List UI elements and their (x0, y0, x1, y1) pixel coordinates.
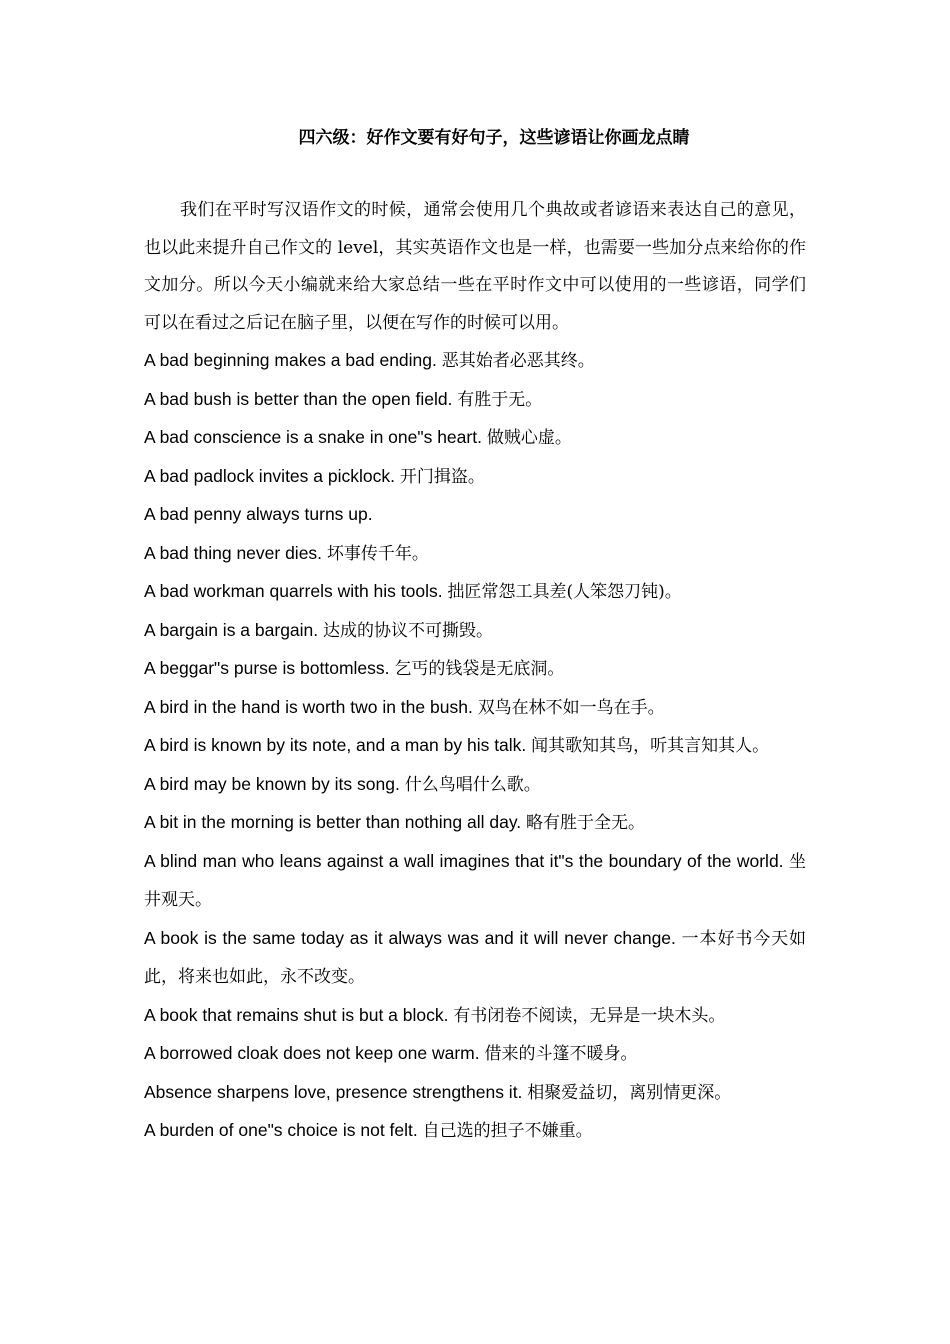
proverb-chinese: 恶其始者必恶其终。 (441, 351, 595, 371)
proverb-english: A bad beginning makes a bad ending. (144, 350, 437, 370)
document-title: 四六级：好作文要有好句子，这些谚语让你画龙点睛 (298, 128, 690, 148)
proverb-item (144, 496, 806, 535)
proverb-item (144, 381, 806, 420)
proverb-chinese: 闻其歌知其鸟，听其言知其人。 (531, 736, 770, 756)
proverb-english: A blind man who leans against a wall imagines that it"s the boundary of the world. (144, 850, 784, 871)
proverb-english: A bad bush is better than the open field. (144, 388, 453, 409)
proverb-english: A burden of one"s choice is not felt. (144, 1120, 418, 1140)
proverb-item (144, 689, 806, 728)
proverb-english: Absence sharpens love, presence strengthens it. (144, 1081, 523, 1102)
proverb-english: A bad thing never dies. (144, 542, 323, 563)
proverb-item (144, 1112, 806, 1151)
proverb-item (144, 804, 806, 843)
proverb-english: A bad penny always turns up. (144, 504, 373, 524)
proverb-chinese: 达成的协议不可撕毁。 (323, 620, 494, 641)
proverb-chinese: 自己选的担子不嫌重。 (422, 1121, 593, 1141)
proverb-item (144, 843, 806, 920)
proverb-item (144, 1074, 806, 1113)
proverb-chinese: 坏事传千年。 (326, 543, 429, 564)
proverb-item (144, 573, 806, 612)
proverb-item (144, 650, 806, 689)
proverb-chinese: 有书闭卷不阅读，无异是一块木头。 (453, 1005, 726, 1026)
proverb-chinese: 开门揖盗。 (399, 466, 485, 487)
proverb-item (144, 766, 806, 805)
proverb-english: A bit in the morning is better than nothing all day. (144, 812, 522, 832)
proverb-item (144, 920, 806, 997)
proverb-english: A beggar"s purse is bottomless. (144, 658, 390, 678)
proverb-item (144, 419, 806, 458)
proverb-english: A bad padlock invites a picklock. (144, 465, 395, 486)
proverb-english: A book that remains shut is but a block. (144, 1004, 449, 1025)
proverb-chinese: 乞丐的钱袋是无底洞。 (394, 659, 565, 679)
proverb-english: A bird in the hand is worth two in the bush. (144, 696, 473, 717)
proverb-item (144, 535, 806, 574)
proverb-chinese: 拙匠常怨工具差(人笨怨刀钝)。 (447, 582, 682, 602)
proverb-chinese: 相聚爱益切，离别情更深。 (527, 1082, 732, 1103)
proverb-list (144, 342, 806, 1151)
proverb-chinese: 双鸟在林不如一鸟在手。 (477, 697, 665, 718)
proverb-chinese: 坐井观天。 (144, 851, 806, 910)
proverb-english: A bird is known by its note, and a man by his talk. (144, 735, 527, 755)
proverb-english: A borrowed cloak does not keep one warm. (144, 1043, 480, 1063)
document-body (144, 192, 806, 1151)
proverb-english: A bargain is a bargain. (144, 619, 319, 640)
proverb-item (144, 727, 806, 766)
proverb-english: A bird may be known by its song. (144, 773, 400, 794)
proverb-chinese: 有胜于无。 (457, 389, 543, 410)
proverb-item (144, 997, 806, 1036)
proverb-chinese: 做贼心虚。 (486, 428, 572, 448)
proverb-item (144, 612, 806, 651)
proverb-english: A book is the same today as it always was and it will never change. (144, 927, 676, 948)
proverb-item (144, 458, 806, 497)
proverb-item (144, 342, 806, 381)
proverb-english: A bad conscience is a snake in one"s heart. (144, 427, 482, 447)
proverb-chinese: 略有胜于全无。 (526, 813, 646, 833)
proverb-item (144, 1035, 806, 1074)
proverb-chinese: 借来的斗篷不暖身。 (484, 1044, 638, 1064)
proverb-english: A bad workman quarrels with his tools. (144, 581, 443, 601)
proverb-chinese: 什么鸟唱什么歌。 (404, 774, 541, 795)
intro-paragraph: 我们在平时写汉语作文的时候，通常会使用几个典故或者谚语来表达自己的意见，也以此来提升自己作文的 level，其实英语作文也是一样，也需要一些加分点来给你的作文加分。所以今天小编就来给大家总结一些在平时作文中可以使用的一些谚语，同学们可以在看过之后记在脑子里，以便在写作的时候可以用。 (144, 200, 806, 333)
proverb-chinese: 一本好书今天如此，将来也如此，永不改变。 (144, 928, 807, 987)
